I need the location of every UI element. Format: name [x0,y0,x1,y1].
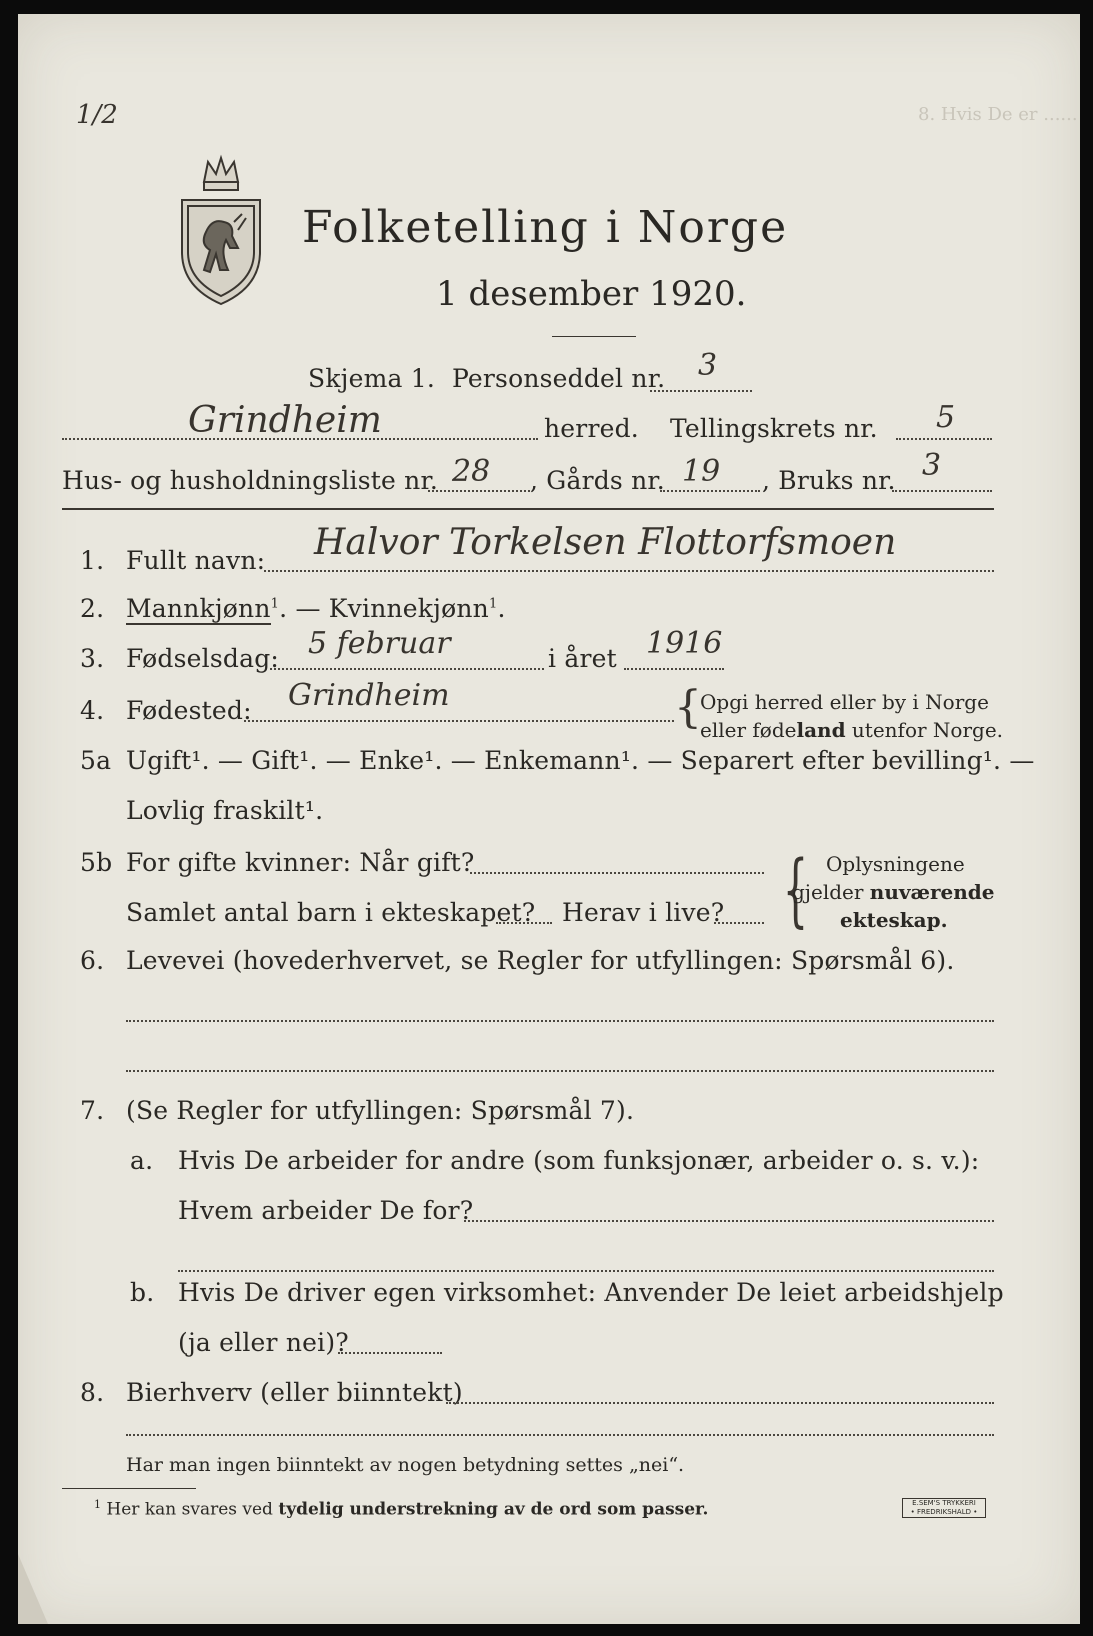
q5b-note2a: gjelder [792,880,870,904]
gards-label: , Gårds nr. [530,466,665,495]
q8-line2[interactable] [126,1434,994,1436]
folded-corner [18,1554,58,1624]
q4-note-line1: Opgi herred eller by i Norge [700,690,989,714]
q5b-number: 5b [80,848,113,877]
gards-line [660,490,760,492]
personseddel-line [650,390,752,392]
q8-label: Bierhverv (eller biinntekt) [126,1378,463,1407]
stamp-line2: • FREDRIKSHALD • [910,1508,978,1516]
corner-pencil-mark: 1/2 [76,100,118,130]
q7a-line2: Hvem arbeider De for? [178,1196,474,1225]
q7b-line1: Hvis De driver egen virksomhet: Anvender De leiet arbeidshjelp [178,1278,1004,1307]
q8-line1[interactable] [446,1402,994,1404]
q1-number: 1. [80,546,105,575]
bruks-value[interactable]: 3 [922,448,942,483]
tellingskrets-label: Tellingskrets nr. [670,414,878,443]
q5b-note-line1: Oplysningene [826,852,965,876]
q5b-note-line2 [792,880,995,904]
q7b-line2: (ja eller nei)? [178,1328,349,1357]
q4-label: Fødested: [126,696,252,725]
footnote [94,1498,708,1520]
q1-label: Fullt navn: [126,546,266,575]
q2-mannkjonn-option[interactable]: Mannkjønn [126,594,271,623]
q8-number: 8. [80,1378,105,1407]
q4-note-line2 [700,718,1003,742]
herred-label: herred. [544,414,639,443]
q4-birthplace-value[interactable]: Grindheim [288,678,450,713]
note-nei: Har man ingen biinntekt av nogen betydning settes „nei“. [126,1454,685,1476]
header-divider [62,508,994,510]
census-form-page [18,14,1080,1624]
q5b-note2b: nuværende [869,880,995,904]
q7a-extra-line[interactable] [178,1270,994,1272]
q6-line1[interactable] [126,1020,994,1022]
herred-value[interactable]: Grindheim [188,400,382,441]
form-title: Folketelling i Norge [302,202,789,253]
q2-separator: . — [279,594,329,623]
q5b-alive-line [714,922,764,924]
hus-line [428,490,530,492]
bruks-line [892,490,992,492]
q5a-options-line1[interactable]: Ugift¹. — Gift¹. — Enke¹. — Enkemann¹. — Separert efter bevilling¹. — [126,746,1035,775]
stamp-line1: E.SEM'S TRYKKERI [912,1499,976,1507]
q7a-employer-line[interactable] [464,1220,994,1222]
norwegian-coat-of-arms-icon [176,152,266,307]
footnote-rule [62,1488,196,1489]
q6-line2[interactable] [126,1070,994,1072]
q5b-children-line [496,922,552,924]
q4-line [244,720,674,722]
q4-number: 4. [80,696,105,725]
footnote-text-b: tydelig understrekning av de ord som passer. [278,1499,709,1520]
q6-label: Levevei (hovederhvervet, se Regler for utfyllingen: Spørsmål 6). [126,946,955,975]
q7a-line1: Hvis De arbeider for andre (som funksjonær, arbeider o. s. v.): [178,1146,980,1175]
printer-stamp [902,1498,986,1518]
q5b-married-line [470,872,764,874]
q2-sup2: 1 [488,596,498,612]
q5b-note-line3: ekteskap. [840,908,948,932]
tellingskrets-value[interactable]: 5 [936,400,956,435]
q3-number: 3. [80,644,105,673]
q5b-line1-label: For gifte kvinner: Når gift? [126,848,475,877]
q7-number: 7. [80,1096,105,1125]
footnote-mark: 1 [94,1498,101,1511]
q7b-answer-line[interactable] [338,1352,442,1354]
q3-birthday-value[interactable]: 5 februar [308,626,451,661]
gards-value[interactable]: 19 [682,454,721,489]
q1-line [264,570,994,572]
q3-year-line [624,668,724,670]
q2-number: 2. [80,594,105,623]
tellingskrets-line [896,438,992,440]
q5a-number: 5a [80,746,112,775]
skjema-label: Skjema 1. [308,364,436,393]
q7-label: (Se Regler for utfyllingen: Spørsmål 7). [126,1096,635,1125]
q3-day-line [270,668,544,670]
q3-label: Fødselsdag: [126,644,280,673]
q5b-brace: { [782,843,809,936]
q2-kvinnekjonn-option[interactable]: Kvinnekjønn [328,594,489,623]
q7b-number: b. [130,1278,155,1307]
show-through-text: 8. Hvis De er ...... [918,104,1078,125]
q5a-options-line2[interactable]: Lovlig fraskilt¹. [126,796,324,825]
q4-note-a: eller føde [700,718,797,742]
q5b-children-label: Samlet antal barn i ekteskapet? [126,898,536,927]
form-subtitle: 1 desember 1920. [436,274,747,314]
q4-brace: { [674,682,702,733]
hus-value[interactable]: 28 [452,454,491,489]
q2-end: . [497,594,506,623]
personseddel-value[interactable]: 3 [698,348,718,383]
q3-year-value[interactable]: 1916 [646,626,723,661]
hus-label: Hus- og husholdningsliste nr. [62,466,439,495]
q2-options [126,594,506,623]
q1-full-name-value[interactable]: Halvor Torkelsen Flottorfsmoen [314,522,897,563]
title-divider [552,336,636,337]
personseddel-label: Personseddel nr. [452,364,666,393]
q5b-alive-label: Herav i live? [562,898,725,927]
q3-year-label: i året [548,644,617,673]
bruks-label: , Bruks nr. [762,466,896,495]
q2-sup1: 1 [270,596,280,612]
q6-number: 6. [80,946,105,975]
q4-note-c: utenfor Norge. [845,718,1004,742]
footnote-text-a: Her kan svares ved [106,1499,279,1520]
q4-note-b: land [796,718,846,742]
q7a-number: a. [130,1146,154,1175]
